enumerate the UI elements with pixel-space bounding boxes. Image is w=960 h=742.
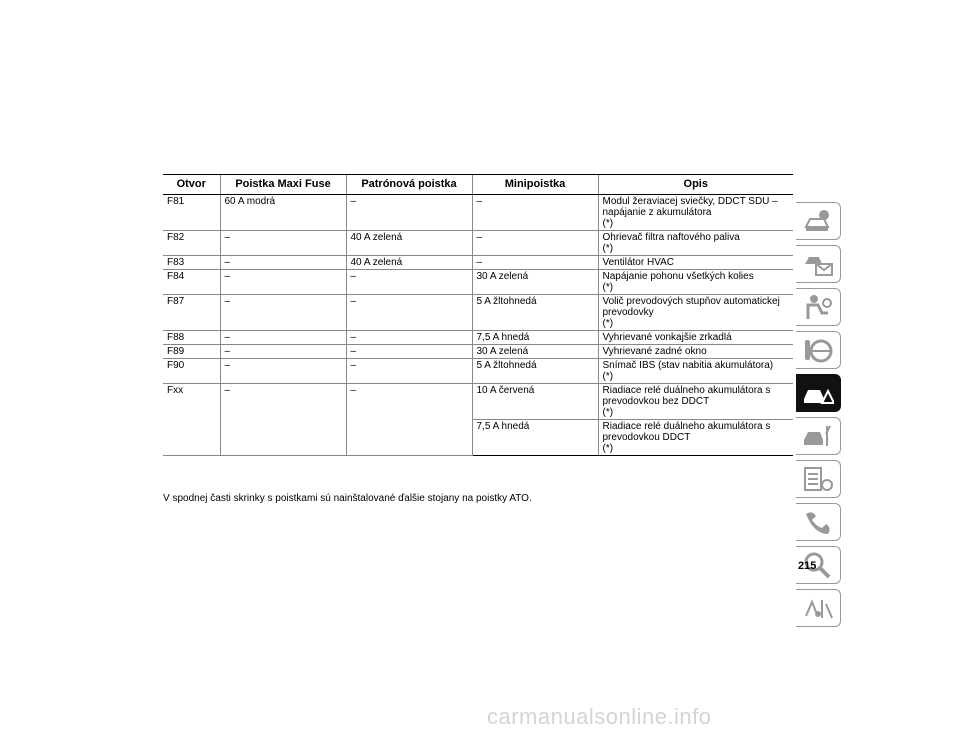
- cell-maxi: –: [220, 270, 346, 295]
- cell-otvor: F84: [163, 270, 220, 295]
- person-seat-icon: [802, 293, 834, 321]
- cell-patronova: –: [346, 295, 472, 331]
- opis-line: Ventilátor HVAC: [602, 257, 675, 268]
- table-row: [163, 195, 793, 231]
- cell-mini: 10 A červená: [472, 384, 598, 420]
- cell-maxi: –: [220, 256, 346, 270]
- opis-line: Modul žeraviacej sviečky, DDCT SDU –: [602, 196, 778, 207]
- cell-opis: [598, 270, 793, 295]
- cell-maxi: –: [220, 295, 346, 331]
- cell-mini: 7,5 A hnedá: [472, 420, 598, 456]
- cell-opis: [598, 231, 793, 256]
- cell-otvor: F88: [163, 331, 220, 345]
- opis-line: napájanie z akumulátora: [602, 207, 712, 218]
- table-row: [163, 270, 793, 295]
- opis-line: (*): [602, 282, 614, 293]
- table-row: [163, 256, 793, 270]
- header-patronova: Patrónová poistka: [346, 175, 472, 195]
- cell-opis: [598, 384, 793, 420]
- opis-line: (*): [602, 243, 614, 254]
- cell-opis: [598, 195, 793, 231]
- table-row: [163, 331, 793, 345]
- chapter-tab-specs[interactable]: [796, 460, 841, 498]
- car-mail-icon: [802, 250, 834, 278]
- opis-line: (*): [602, 318, 614, 329]
- cell-patronova: 40 A zelená: [346, 256, 472, 270]
- index-icon: [802, 594, 834, 622]
- opis-line: (*): [602, 407, 614, 418]
- cell-otvor: Fxx: [163, 384, 220, 456]
- cell-mini: –: [472, 256, 598, 270]
- cell-maxi: –: [220, 345, 346, 359]
- cell-opis: [598, 359, 793, 384]
- cell-otvor: F90: [163, 359, 220, 384]
- opis-line: Ohrievač filtra naftového paliva: [602, 232, 740, 243]
- cell-mini: 30 A zelená: [472, 270, 598, 295]
- table-row: [163, 295, 793, 331]
- chapter-tab-dashboard[interactable]: [796, 202, 841, 240]
- chapter-tab-service[interactable]: [796, 417, 841, 455]
- chapter-tab-index[interactable]: [796, 589, 841, 627]
- cell-maxi: –: [220, 331, 346, 345]
- list-settings-icon: [802, 465, 834, 493]
- opis-line: (*): [602, 443, 614, 454]
- opis-line: (*): [602, 218, 614, 229]
- chapter-tab-multimedia[interactable]: [796, 503, 841, 541]
- cell-patronova: –: [346, 345, 472, 359]
- opis-line: Riadiace relé duálneho akumulátora s: [602, 385, 771, 396]
- cell-maxi: 60 A modrá: [220, 195, 346, 231]
- watermark: carmanualsonline.info: [487, 704, 712, 729]
- chapter-tab-mail[interactable]: [796, 245, 841, 283]
- footnote: V spodnej časti skrinky s poistkami sú nainštalované ďalšie stojany na poistky ATO.: [163, 493, 532, 504]
- opis-line: Vyhrievané zadné okno: [602, 346, 707, 357]
- cell-opis: [598, 295, 793, 331]
- cell-maxi: –: [220, 231, 346, 256]
- cell-opis: [598, 256, 793, 270]
- cell-patronova: –: [346, 384, 472, 456]
- cell-patronova: –: [346, 359, 472, 384]
- fuse-table: [163, 174, 793, 456]
- cell-patronova: –: [346, 270, 472, 295]
- cell-patronova: –: [346, 331, 472, 345]
- table-row: [163, 231, 793, 256]
- opis-line: prevodovkou DDCT: [602, 432, 691, 443]
- header-opis: Opis: [598, 175, 793, 195]
- opis-line: Riadiace relé duálneho akumulátora s: [602, 421, 771, 432]
- steering-wheel-icon: [802, 336, 834, 364]
- cell-mini: –: [472, 195, 598, 231]
- cell-maxi: –: [220, 359, 346, 384]
- chapter-tab-seat[interactable]: [796, 288, 841, 326]
- opis-line: Snímač IBS (stav nabitia akumulátora): [602, 360, 774, 371]
- warning-car-icon: [802, 379, 834, 407]
- opis-line: prevodovkou bez DDCT: [602, 396, 710, 407]
- cell-otvor: F82: [163, 231, 220, 256]
- cell-maxi: –: [220, 384, 346, 456]
- table-row: [163, 345, 793, 359]
- header-minipoistka: Minipoistka: [472, 175, 598, 195]
- opis-line: (*): [602, 371, 614, 382]
- cell-mini: 30 A zelená: [472, 345, 598, 359]
- cell-otvor: F87: [163, 295, 220, 331]
- table-header-row: [163, 175, 793, 195]
- cell-opis: [598, 420, 793, 456]
- cell-opis: [598, 331, 793, 345]
- chapter-tab-driving[interactable]: [796, 331, 841, 369]
- cell-mini: 5 A žltohnedá: [472, 295, 598, 331]
- header-otvor: Otvor: [163, 175, 220, 195]
- phone-multimedia-icon: [802, 508, 834, 536]
- opis-line: prevodovky: [602, 307, 654, 318]
- table-row: [163, 384, 793, 420]
- cell-otvor: F83: [163, 256, 220, 270]
- car-dashboard-icon: [802, 207, 834, 235]
- cell-mini: 7,5 A hnedá: [472, 331, 598, 345]
- header-maxi-fuse: Poistka Maxi Fuse: [220, 175, 346, 195]
- cell-mini: –: [472, 231, 598, 256]
- table-row: [163, 359, 793, 384]
- page-number: 215: [798, 560, 817, 572]
- car-tools-icon: [802, 422, 834, 450]
- opis-line: Volič prevodových stupňov automatickej: [602, 296, 780, 307]
- cell-opis: [598, 345, 793, 359]
- cell-patronova: 40 A zelená: [346, 231, 472, 256]
- cell-otvor: F81: [163, 195, 220, 231]
- cell-otvor: F89: [163, 345, 220, 359]
- opis-line: Vyhrievané vonkajšie zrkadlá: [602, 332, 732, 343]
- chapter-tab-warnings[interactable]: [796, 374, 841, 412]
- cell-patronova: –: [346, 195, 472, 231]
- cell-mini: 5 A žltohnedá: [472, 359, 598, 384]
- opis-line: Napájanie pohonu všetkých kolies: [602, 271, 754, 282]
